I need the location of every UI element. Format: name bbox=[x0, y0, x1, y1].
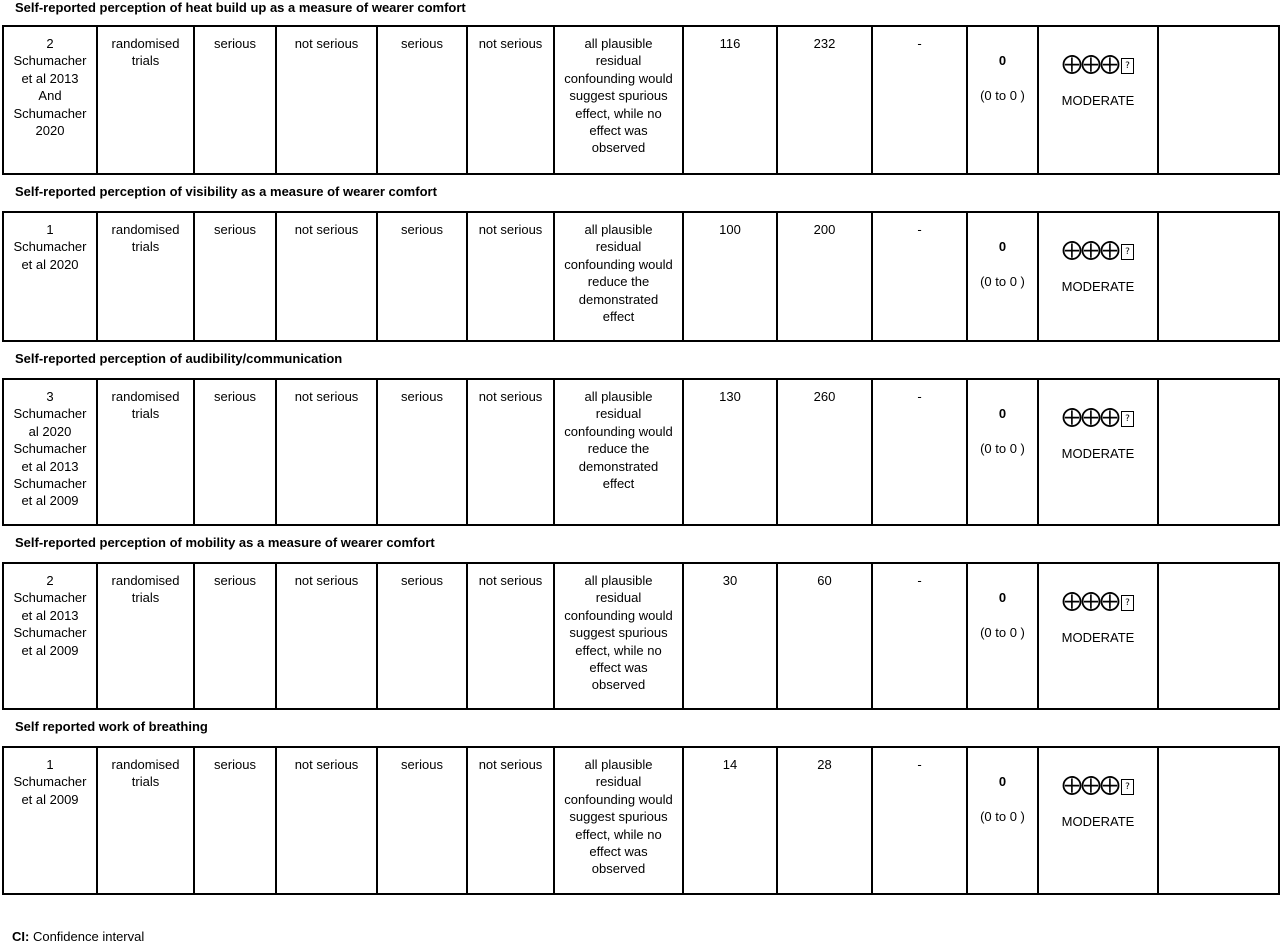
cell-n-group1: 100 bbox=[683, 212, 777, 341]
certainty-label: MODERATE bbox=[1061, 629, 1135, 645]
cell-indirectness: serious bbox=[377, 212, 467, 341]
cell-n-group2: 260 bbox=[777, 379, 872, 525]
cell-imprecision: not serious bbox=[467, 379, 554, 525]
absolute-effect-value: 0 bbox=[998, 590, 1007, 606]
cell-n-group2: 200 bbox=[777, 212, 872, 341]
absolute-effect-ci: (0 to 0 ) bbox=[980, 274, 1025, 290]
cell-absolute-effect bbox=[967, 26, 1038, 174]
absolute-effect-ci: (0 to 0 ) bbox=[980, 809, 1025, 825]
section-title-breathing: Self reported work of breathing bbox=[15, 719, 208, 734]
absolute-effect-value: 0 bbox=[998, 774, 1007, 790]
cell-indirectness: serious bbox=[377, 379, 467, 525]
cell-importance bbox=[1158, 563, 1279, 709]
certainty-plus-icons: ⨁⨁⨁ bbox=[1062, 772, 1119, 797]
cell-certainty bbox=[1038, 212, 1158, 341]
cell-studies: 2 Schumacher et al 2013 Schumacher et al 2009 bbox=[3, 563, 97, 709]
cell-n-group2: 28 bbox=[777, 747, 872, 894]
grade-table-audibility bbox=[2, 378, 1280, 526]
certainty-label: MODERATE bbox=[1061, 813, 1135, 829]
cell-indirectness: serious bbox=[377, 563, 467, 709]
certainty-plus-icons: ⨁⨁⨁ bbox=[1062, 588, 1119, 613]
cell-studies: 2 Schumacher et al 2013 And Schumacher 2020 bbox=[3, 26, 97, 174]
cell-absolute-effect bbox=[967, 212, 1038, 341]
cell-other-considerations: all plausible residual confounding would suggest spurious effect, while no effect was observed bbox=[554, 563, 683, 709]
cell-n-group2: 232 bbox=[777, 26, 872, 174]
certainty-label: MODERATE bbox=[1061, 278, 1135, 294]
cell-relative-effect: - bbox=[872, 212, 967, 341]
certainty-empty-box-icon: ? bbox=[1121, 244, 1134, 260]
absolute-effect-ci: (0 to 0 ) bbox=[980, 625, 1025, 641]
cell-design: randomised trials bbox=[97, 26, 194, 174]
cell-other-considerations: all plausible residual confounding would reduce the demonstrated effect bbox=[554, 379, 683, 525]
section-title-mobility: Self-reported perception of mobility as a measure of wearer comfort bbox=[15, 535, 435, 550]
absolute-effect-value: 0 bbox=[998, 239, 1007, 255]
cell-certainty bbox=[1038, 747, 1158, 894]
cell-studies: 3 Schumacher al 2020 Schumacher et al 2013 Schumacher et al 2009 bbox=[3, 379, 97, 525]
absolute-effect-value: 0 bbox=[998, 406, 1007, 422]
absolute-effect-value: 0 bbox=[998, 53, 1007, 69]
cell-risk-of-bias: serious bbox=[194, 563, 276, 709]
grade-table-heat bbox=[2, 25, 1280, 175]
certainty-empty-box-icon: ? bbox=[1121, 411, 1134, 427]
section-title-heat: Self-reported perception of heat build up as a measure of wearer comfort bbox=[15, 0, 466, 15]
cell-importance bbox=[1158, 212, 1279, 341]
cell-importance bbox=[1158, 26, 1279, 174]
grade-table-visibility bbox=[2, 211, 1280, 342]
cell-importance bbox=[1158, 379, 1279, 525]
cell-other-considerations: all plausible residual confounding would suggest spurious effect, while no effect was observed bbox=[554, 747, 683, 894]
table-row bbox=[3, 379, 1279, 525]
cell-importance bbox=[1158, 747, 1279, 894]
section-title-audibility: Self-reported perception of audibility/communication bbox=[15, 351, 343, 366]
certainty-rating-icon bbox=[1043, 238, 1153, 260]
cell-inconsistency: not serious bbox=[276, 26, 377, 174]
cell-design: randomised trials bbox=[97, 212, 194, 341]
cell-relative-effect: - bbox=[872, 563, 967, 709]
cell-relative-effect: - bbox=[872, 747, 967, 894]
cell-imprecision: not serious bbox=[467, 747, 554, 894]
cell-inconsistency: not serious bbox=[276, 747, 377, 894]
certainty-label: MODERATE bbox=[1061, 445, 1135, 461]
cell-other-considerations: all plausible residual confounding would reduce the demonstrated effect bbox=[554, 212, 683, 341]
footnote bbox=[12, 929, 144, 944]
footnote-abbreviation: CI: bbox=[12, 929, 30, 944]
cell-n-group1: 130 bbox=[683, 379, 777, 525]
grade-table-mobility bbox=[2, 562, 1280, 710]
certainty-rating-icon bbox=[1043, 589, 1153, 611]
cell-inconsistency: not serious bbox=[276, 379, 377, 525]
cell-absolute-effect bbox=[967, 379, 1038, 525]
cell-absolute-effect bbox=[967, 563, 1038, 709]
certainty-label: MODERATE bbox=[1061, 92, 1135, 108]
certainty-empty-box-icon: ? bbox=[1121, 595, 1134, 611]
table-row bbox=[3, 747, 1279, 894]
cell-risk-of-bias: serious bbox=[194, 212, 276, 341]
cell-design: randomised trials bbox=[97, 563, 194, 709]
cell-n-group1: 14 bbox=[683, 747, 777, 894]
cell-certainty bbox=[1038, 379, 1158, 525]
cell-imprecision: not serious bbox=[467, 563, 554, 709]
cell-studies: 1 Schumacher et al 2020 bbox=[3, 212, 97, 341]
cell-n-group1: 116 bbox=[683, 26, 777, 174]
cell-other-considerations: all plausible residual confounding would suggest spurious effect, while no effect was observed bbox=[554, 26, 683, 174]
certainty-empty-box-icon: ? bbox=[1121, 779, 1134, 795]
cell-risk-of-bias: serious bbox=[194, 379, 276, 525]
cell-imprecision: not serious bbox=[467, 212, 554, 341]
cell-risk-of-bias: serious bbox=[194, 26, 276, 174]
cell-certainty bbox=[1038, 563, 1158, 709]
table-row bbox=[3, 26, 1279, 174]
cell-design: randomised trials bbox=[97, 379, 194, 525]
certainty-empty-box-icon: ? bbox=[1121, 58, 1134, 74]
table-row bbox=[3, 563, 1279, 709]
cell-design: randomised trials bbox=[97, 747, 194, 894]
section-title-visibility: Self-reported perception of visibility as a measure of wearer comfort bbox=[15, 184, 437, 199]
cell-indirectness: serious bbox=[377, 26, 467, 174]
cell-inconsistency: not serious bbox=[276, 563, 377, 709]
cell-relative-effect: - bbox=[872, 26, 967, 174]
certainty-rating-icon bbox=[1043, 773, 1153, 795]
cell-relative-effect: - bbox=[872, 379, 967, 525]
cell-imprecision: not serious bbox=[467, 26, 554, 174]
grade-table-breathing bbox=[2, 746, 1280, 895]
cell-risk-of-bias: serious bbox=[194, 747, 276, 894]
cell-absolute-effect bbox=[967, 747, 1038, 894]
certainty-plus-icons: ⨁⨁⨁ bbox=[1062, 237, 1119, 262]
cell-indirectness: serious bbox=[377, 747, 467, 894]
footnote-text: Confidence interval bbox=[29, 929, 145, 944]
cell-n-group2: 60 bbox=[777, 563, 872, 709]
absolute-effect-ci: (0 to 0 ) bbox=[980, 88, 1025, 104]
cell-studies: 1 Schumacher et al 2009 bbox=[3, 747, 97, 894]
table-row bbox=[3, 212, 1279, 341]
cell-certainty bbox=[1038, 26, 1158, 174]
cell-n-group1: 30 bbox=[683, 563, 777, 709]
cell-inconsistency: not serious bbox=[276, 212, 377, 341]
certainty-rating-icon bbox=[1043, 52, 1153, 74]
absolute-effect-ci: (0 to 0 ) bbox=[980, 441, 1025, 457]
certainty-plus-icons: ⨁⨁⨁ bbox=[1062, 51, 1119, 76]
certainty-rating-icon bbox=[1043, 405, 1153, 427]
certainty-plus-icons: ⨁⨁⨁ bbox=[1062, 404, 1119, 429]
